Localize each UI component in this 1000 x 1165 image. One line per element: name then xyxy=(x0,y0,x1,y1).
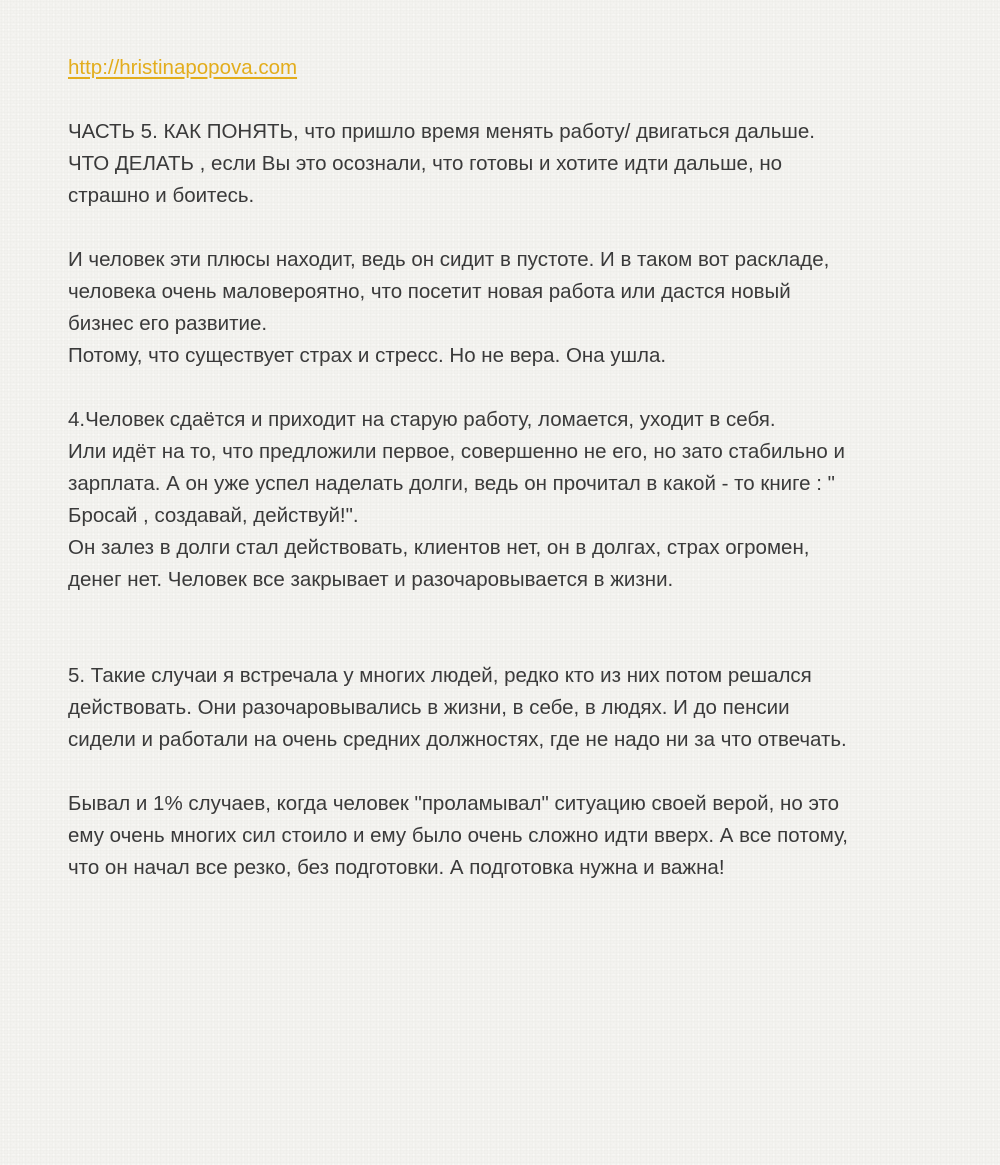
text-line: что он начал все резко, без подготовки. А подготовка нужна и важна! xyxy=(68,856,725,879)
spacer xyxy=(68,756,968,788)
text-line: Бросай , создавай, действуй!". xyxy=(68,504,359,527)
paragraph-part-5-heading xyxy=(68,116,968,212)
text-line: ЧАСТЬ 5. КАК ПОНЯТЬ, что пришло время менять работу/ двигаться дальше. xyxy=(68,120,815,143)
text-line: Или идёт на то, что предложили первое, совершенно не его, но зато стабильно и xyxy=(68,440,845,463)
text-line: зарплата. А он уже успел наделать долги, ведь он прочитал в какой - то книге : " xyxy=(68,472,835,495)
paragraph-one-percent xyxy=(68,788,968,884)
spacer xyxy=(68,372,968,404)
text-line: Бывал и 1% случаев, когда человек "проламывал" ситуацию своей верой, но это xyxy=(68,792,840,815)
spacer xyxy=(68,84,968,116)
text-line: 4.Человек сдаётся и приходит на старую работу, ломается, уходит в себя. xyxy=(68,408,776,431)
text-line: Он залез в долги стал действовать, клиентов нет, он в долгах, страх огромен, xyxy=(68,536,810,559)
text-line: сидели и работали на очень средних должностях, где не надо ни за что отвечать. xyxy=(68,728,847,751)
website-link[interactable]: http://hristinapopova.com xyxy=(68,56,298,79)
text-line: И человек эти плюсы находит, ведь он сидит в пустоте. И в таком вот раскладе, xyxy=(68,248,830,271)
text-line: 5. Такие случаи я встречала у многих людей, редко кто из них потом решался xyxy=(68,664,812,687)
text-line: ЧТО ДЕЛАТЬ , если Вы это осознали, что готовы и хотите идти дальше, но xyxy=(68,152,783,175)
text-line: Потому, что существует страх и стресс. Но не вера. Она ушла. xyxy=(68,344,667,367)
text-line: бизнес его развитие. xyxy=(68,312,268,335)
paragraph-emptiness xyxy=(68,244,968,372)
paragraph-point-4 xyxy=(68,404,968,596)
text-line: ему очень многих сил стоило и ему было очень сложно идти вверх. А все потому, xyxy=(68,824,848,847)
text-line: человека очень маловероятно, что посетит новая работа или дастся новый xyxy=(68,280,791,303)
text-line: действовать. Они разочаровывались в жизни, в себе, в людях. И до пенсии xyxy=(68,696,790,719)
note-body xyxy=(68,52,968,884)
text-line: страшно и боитесь. xyxy=(68,184,255,207)
spacer xyxy=(68,212,968,244)
text-line: денег нет. Человек все закрывает и разочаровывается в жизни. xyxy=(68,568,674,591)
paragraph-point-5 xyxy=(68,660,968,756)
spacer xyxy=(68,596,968,660)
